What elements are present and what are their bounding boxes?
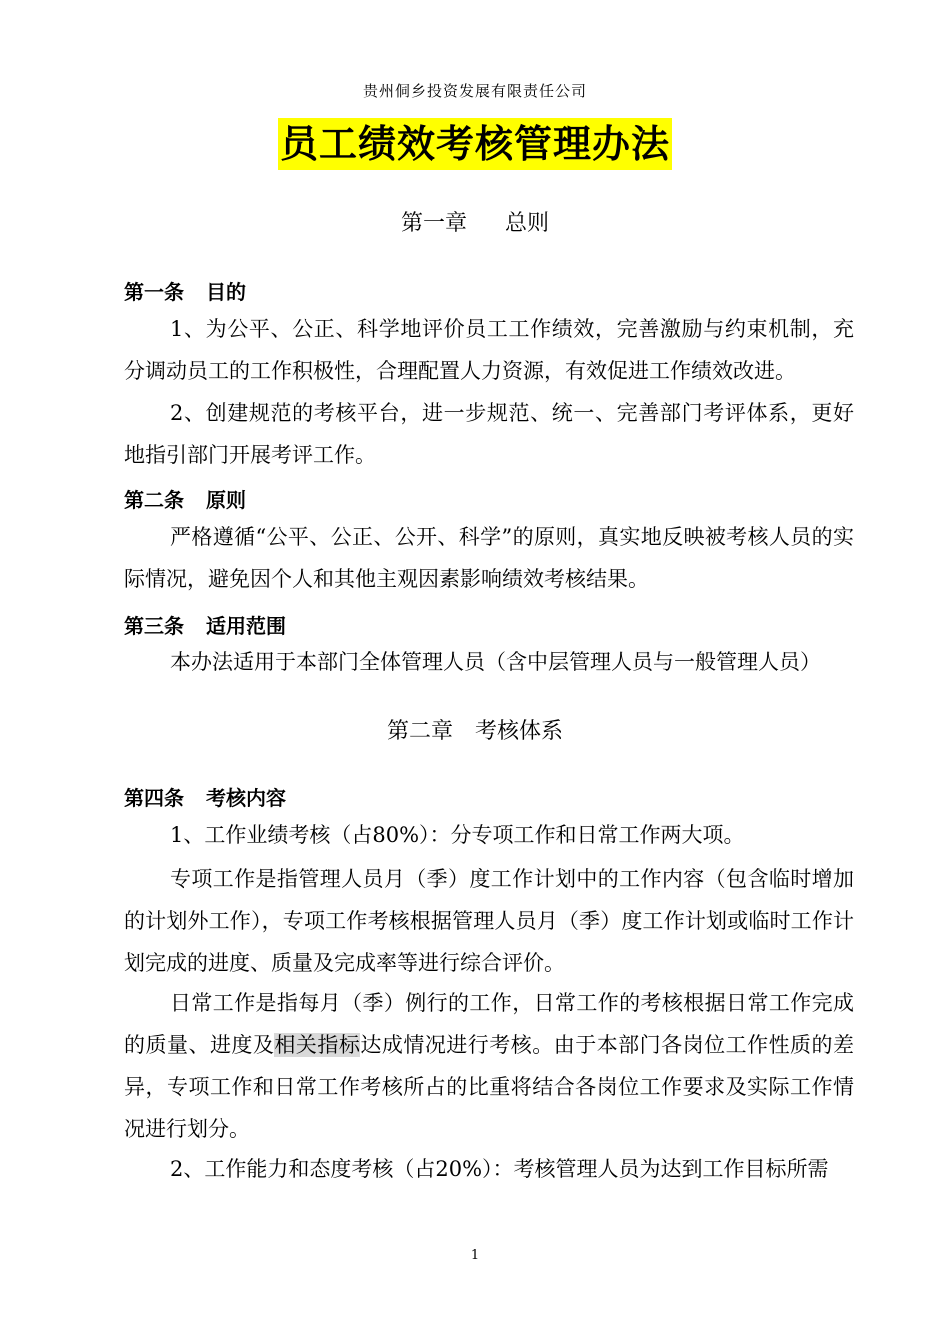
- paragraph: 1、工作业绩考核（占80%）：分专项工作和日常工作两大项。: [170, 823, 745, 847]
- paragraph: 本办法适用于本部门全体管理人员（含中层管理人员与一般管理人员）: [170, 650, 821, 674]
- article-name: 原则: [206, 488, 246, 512]
- paragraph: 专项工作是指管理人员月（季）度工作计划中的工作内容（包含临时增加的计划外工作），专项工作考核根据管理人员月（季）度工作计划或临时工作计划完成的进度、质量及完成率等进行综合评价。: [124, 867, 854, 975]
- paragraph-text: 达成情况进行考核。由于本部门各岗位工作性质的差异，专项工作和日常工作考核所占的比重将结合各岗位工作要求及实际工作情况进行划分。: [124, 1033, 855, 1141]
- article-number: 第三条: [124, 614, 184, 638]
- chapter-heading-1: [0, 206, 950, 237]
- paragraph: 2、创建规范的考核平台，进一步规范、统一、完善部门考评体系，更好地指引部门开展考评工作。: [124, 401, 854, 467]
- article-heading-2: [124, 484, 246, 513]
- article-name: 目的: [206, 280, 246, 304]
- article-name: 考核内容: [206, 786, 286, 810]
- paragraph-text: 日常工作是指每月（季）例行的工作，日常工作的考核根据日常工作完成的质量、进度及: [124, 991, 854, 1057]
- document-title: 员工绩效考核管理办法: [278, 118, 672, 170]
- article-name: 适用范围: [206, 614, 286, 638]
- paragraph: 1、为公平、公正、科学地评价员工工作绩效，完善激励与约束机制，充分调动员工的工作积极性，合理配置人力资源，有效促进工作绩效改进。: [124, 317, 854, 383]
- article-heading-1: [124, 276, 246, 305]
- article-heading-3: [124, 610, 286, 639]
- paragraph: 2、工作能力和态度考核（占20%）：考核管理人员为达到工作目标所需: [170, 1157, 829, 1181]
- title-container: [0, 118, 950, 170]
- chapter-name: 考核体系: [475, 719, 564, 744]
- chapter-heading-2: [0, 714, 950, 745]
- paragraph: [124, 982, 854, 1150]
- article-number: 第二条: [124, 488, 184, 512]
- chapter-number: 第一章: [400, 211, 467, 236]
- article-number: 第四条: [124, 786, 184, 810]
- chapter-name: 总则: [505, 211, 550, 236]
- page-number: 1: [470, 1248, 480, 1263]
- chapter-number: 第二章: [386, 719, 453, 744]
- article-heading-4: [124, 782, 286, 811]
- article-number: 第一条: [124, 280, 184, 304]
- paragraph: 严格遵循“公平、公正、公开、科学”的原则，真实地反映被考核人员的实际情况，避免因个人和其他主观因素影响绩效考核结果。: [124, 525, 854, 591]
- highlighted-text: 相关指标: [274, 1033, 361, 1057]
- company-header: 贵州侗乡投资发展有限责任公司: [362, 82, 587, 100]
